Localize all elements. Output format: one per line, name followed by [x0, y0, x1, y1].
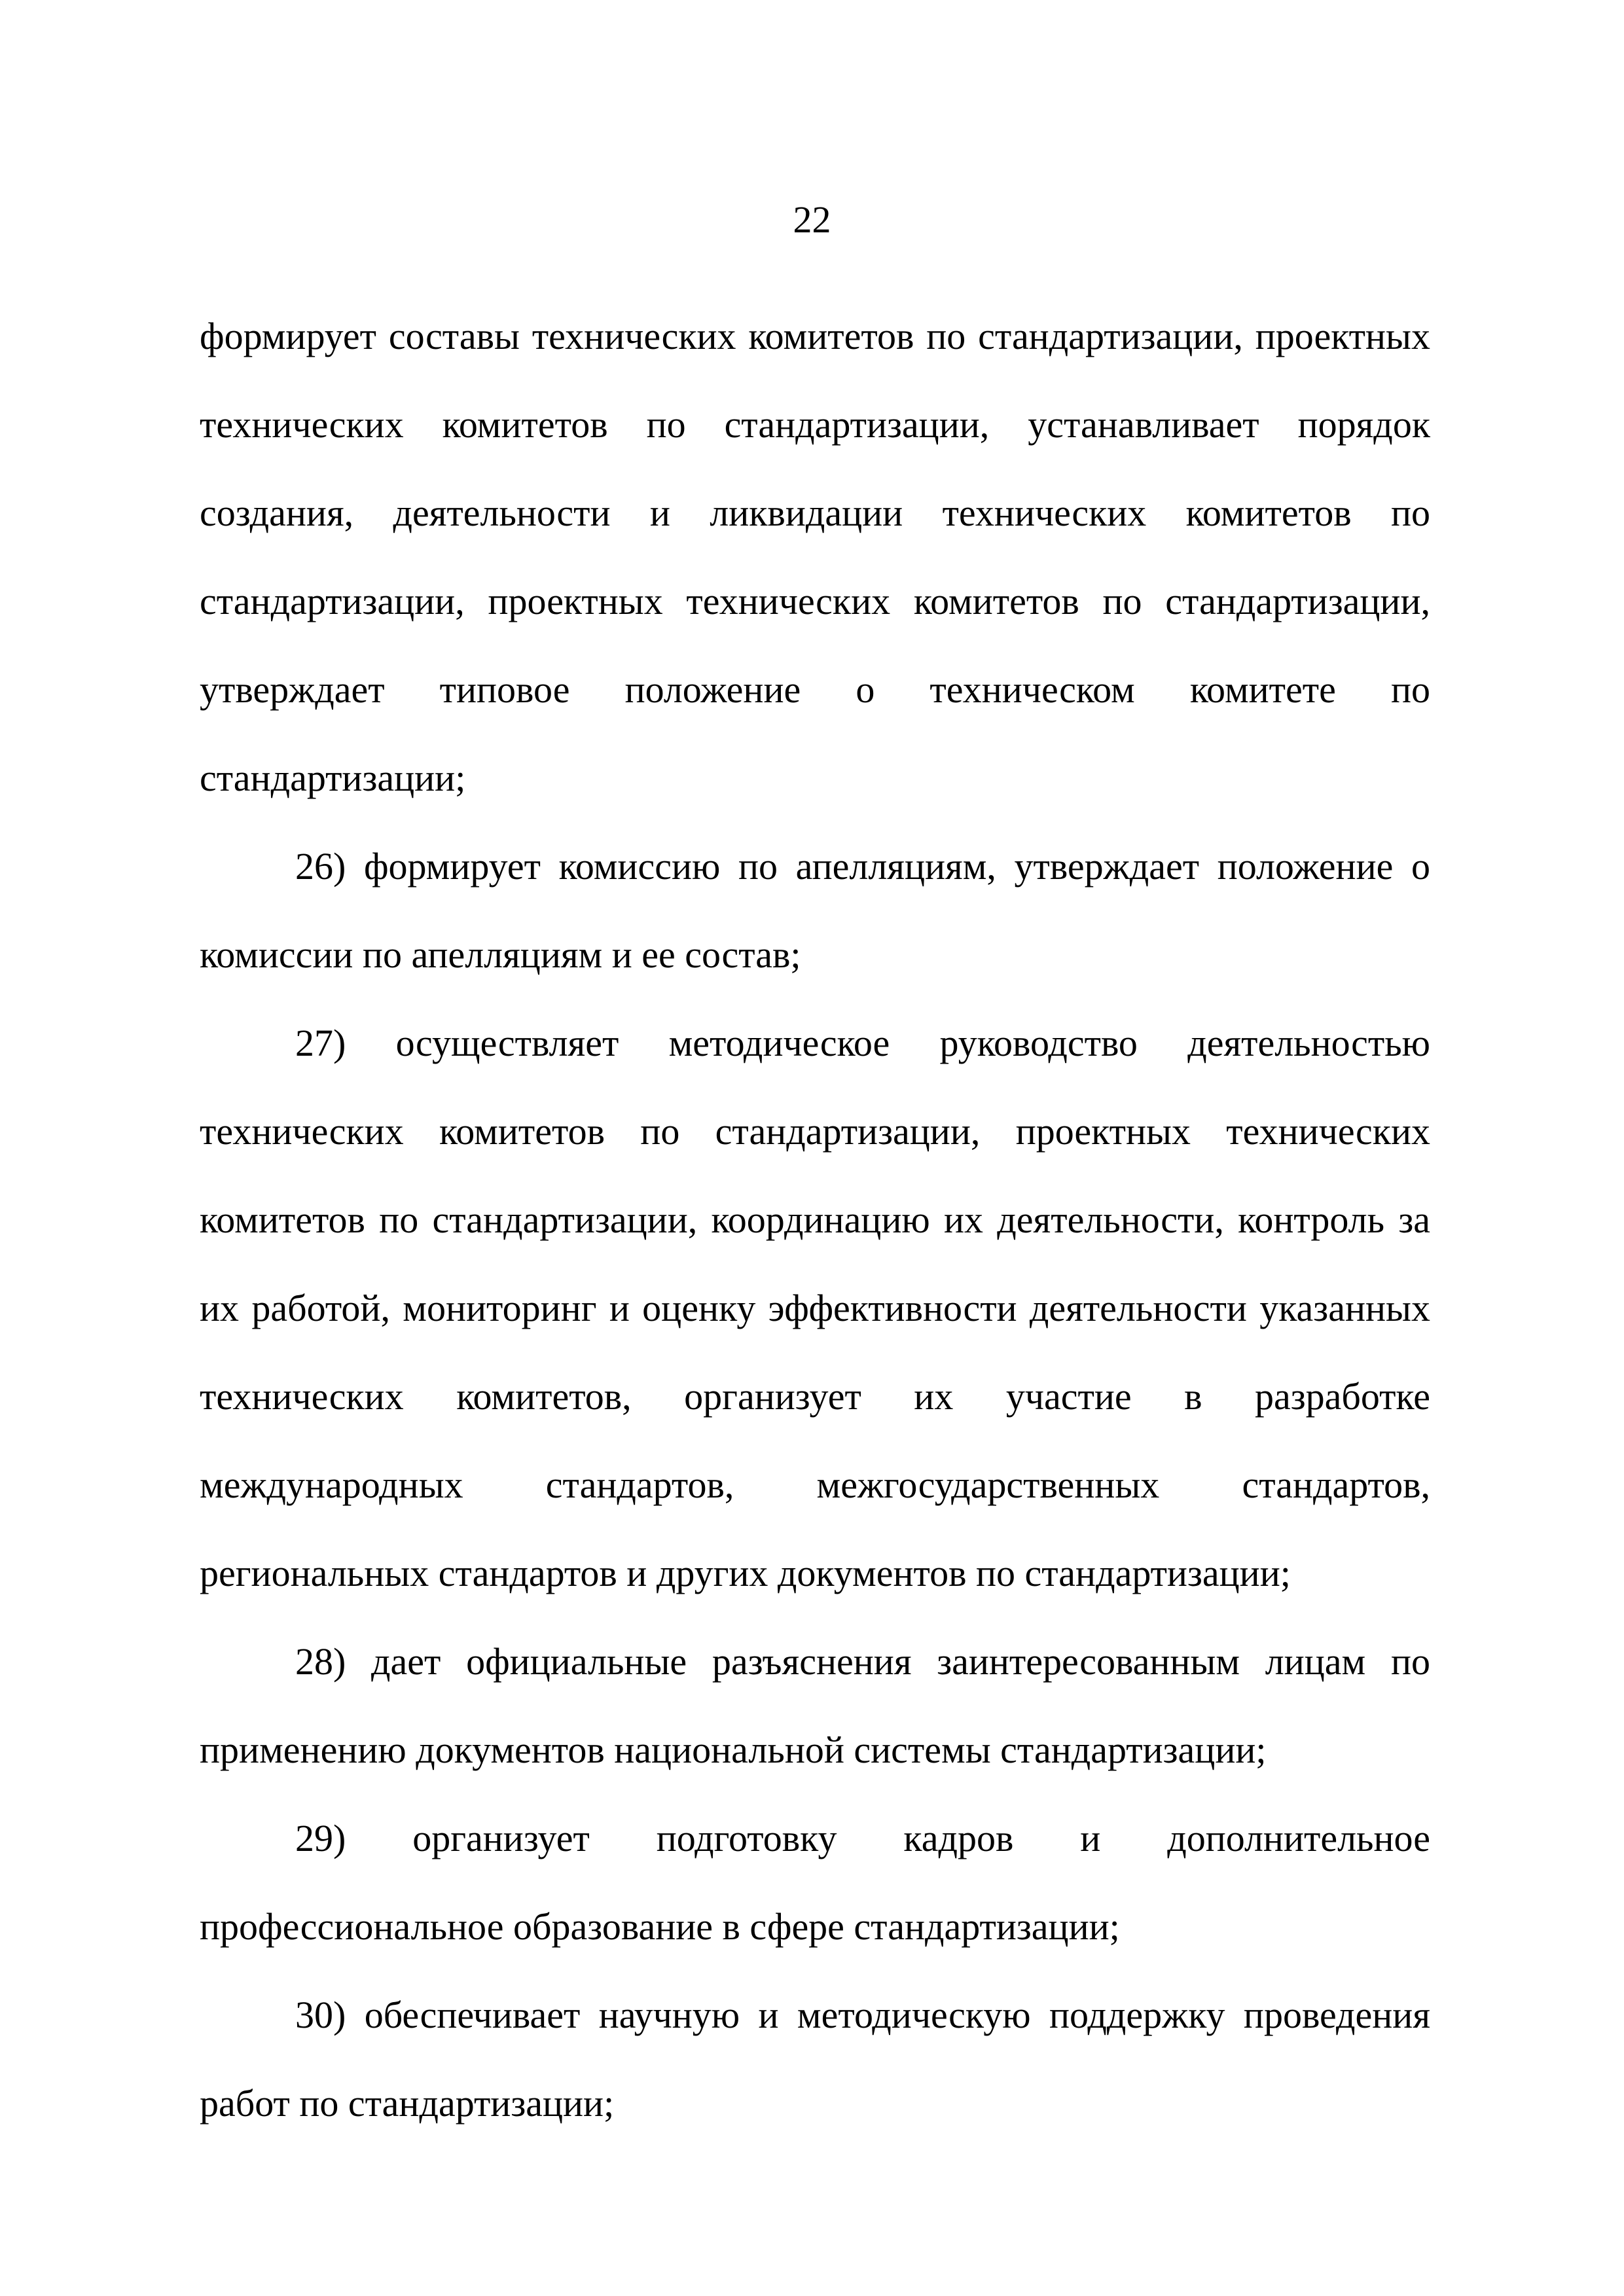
paragraph-item-28: 28) дает официальные разъяснения заинтересованным лицам по применению документов национальной системы стандартизации;	[200, 1640, 1430, 1771]
paragraph-item-27: 27) осуществляет методическое руководство деятельностью технических комитетов по стандартизации, проектных технических комитетов по стандартизации, координацию их деятельности, контроль за их работой, мониторинг и оценку эффективности деятельности указанных технических комитетов, организует их участие в разработке международных стандартов, межгосударственных стандартов, региональных стандартов и других документов по стандартизации;	[200, 1022, 1430, 1594]
paragraph-continuation: формирует составы технических комитетов по стандартизации, проектных технических комитетов по стандартизации, устанавливает порядок создания, деятельности и ликвидации технических комитетов по стандартизации, проектных технических комитетов по стандартизации, утверждает типовое положение о техническом комитете по стандартизации;	[200, 315, 1430, 799]
document-body	[200, 292, 1430, 2147]
paragraph-item-29: 29) организует подготовку кадров и дополнительное профессиональное образование в сфере стандартизации;	[200, 1817, 1430, 1948]
page-number: 22	[793, 198, 831, 241]
paragraph-item-26: 26) формирует комиссию по апелляциям, утверждает положение о комиссии по апелляциям и ее состав;	[200, 845, 1430, 976]
paragraph-item-30: 30) обеспечивает научную и методическую поддержку проведения работ по стандартизации;	[200, 1994, 1430, 2125]
